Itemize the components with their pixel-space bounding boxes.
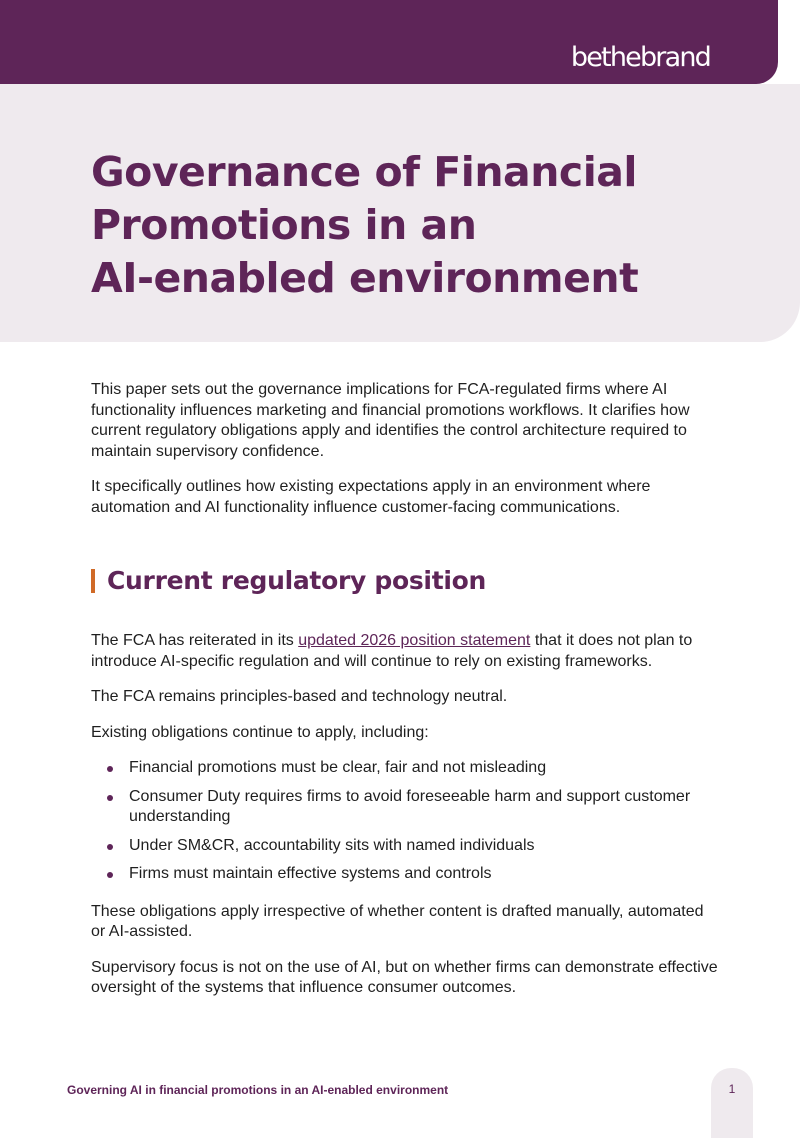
body-paragraph: The FCA remains principles-based and technology neutral. (91, 688, 508, 705)
heading-accent-bar (91, 569, 95, 593)
intro-paragraph: It specifically outlines how existing expectations apply in an environment where automation and AI functionality influence customer-facing communications. (91, 478, 651, 516)
page-title-line: AI-enabled environment (91, 254, 639, 302)
section-heading (91, 565, 721, 597)
list-item: Consumer Duty requires firms to avoid foreseeable harm and support customer understanding (91, 787, 721, 828)
position-statement-link[interactable]: updated 2026 position statement (298, 632, 531, 649)
list-item: Firms must maintain effective systems and controls (91, 864, 721, 885)
body-paragraph: Supervisory focus is not on the use of AI, but on whether firms can demonstrate effective oversight of the systems that influence consumer outcomes. (91, 958, 718, 996)
obligations-list (91, 758, 721, 885)
intro-paragraph: This paper sets out the governance implications for FCA-regulated firms where AI functionality influences marketing and financial promotions workflows. It clarifies how current regulatory obligations apply and identifies the control architecture required to maintain supervisory confidence. (91, 381, 690, 460)
paragraph-text: The FCA has reiterated in its (91, 632, 299, 649)
paragraph-text: that it does not plan to introduce AI-specific regulation and will continue to rely on existing frameworks. (91, 632, 693, 670)
section-heading-text: Current regulatory position (107, 566, 486, 595)
brand-logo: bethebrand (570, 42, 710, 73)
footer-title: Governing AI in financial promotions in an AI-enabled environment (67, 1083, 449, 1097)
body-paragraph: Existing obligations continue to apply, including: (91, 723, 429, 741)
list-item: Under SM&CR, accountability sits with named individuals (91, 836, 721, 857)
page-title-line: Promotions in an (91, 201, 477, 249)
list-item: Financial promotions must be clear, fair and not misleading (91, 758, 721, 779)
page-number-tab (711, 1068, 753, 1138)
page-number: 1 (728, 1082, 736, 1096)
body-paragraph: These obligations apply irrespective of whether content is drafted manually, automated or AI-assisted. (91, 902, 704, 940)
document-body (91, 380, 721, 1014)
header-band (0, 0, 778, 84)
page-title (91, 146, 638, 305)
body-paragraph (91, 631, 721, 672)
page-title-line: Governance of Financial (91, 148, 637, 196)
